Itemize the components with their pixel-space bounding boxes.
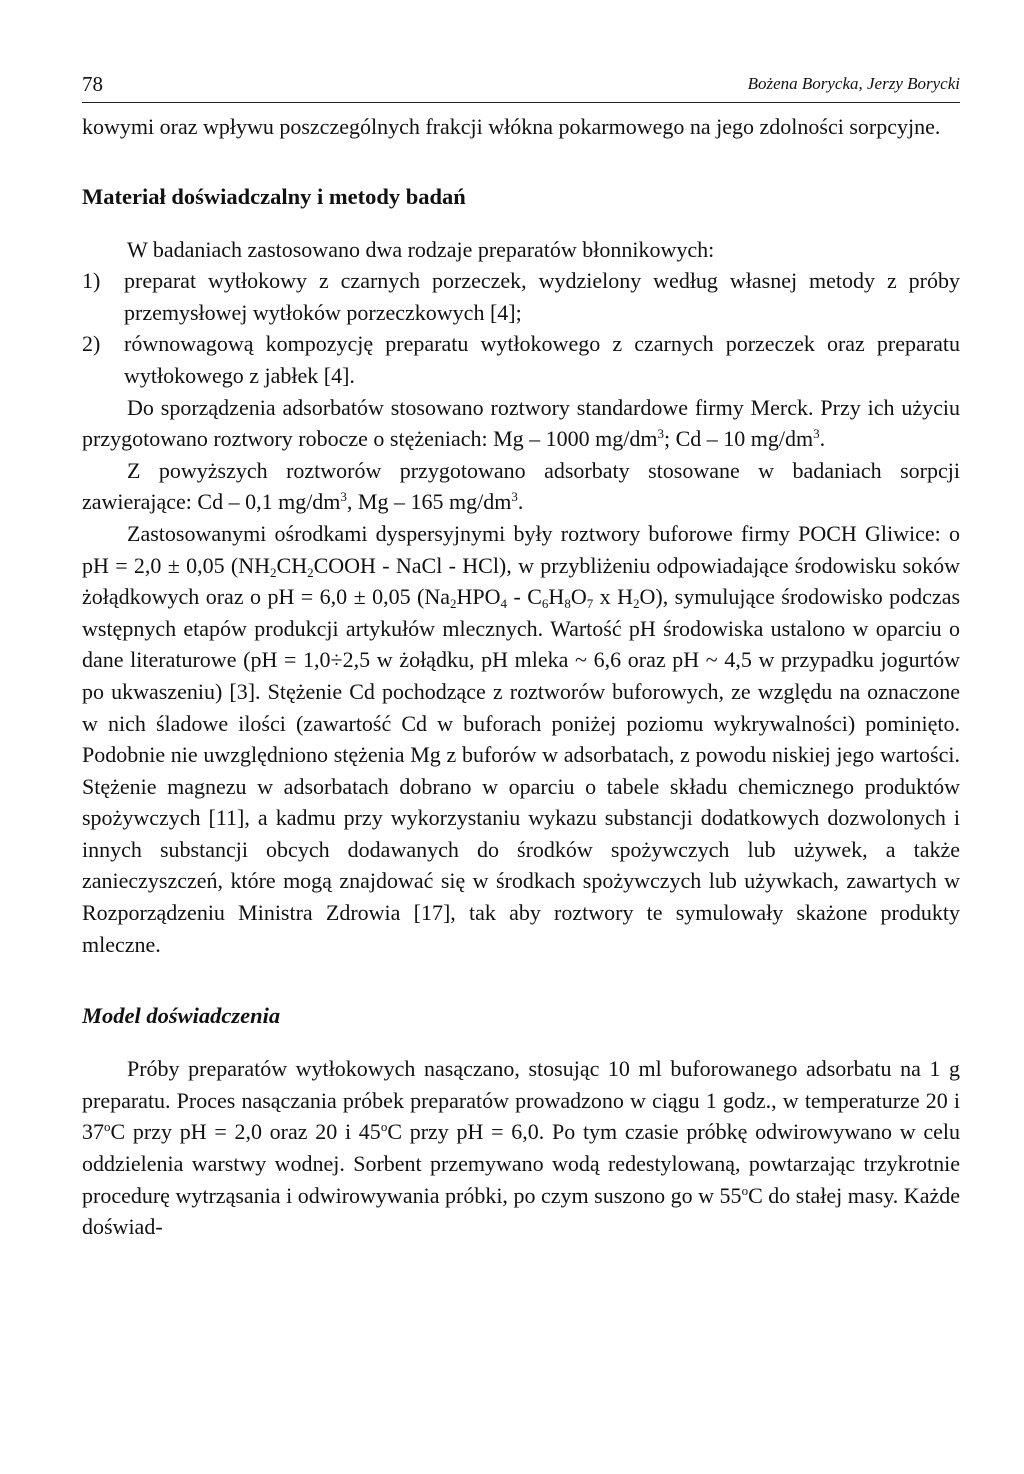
paragraph-standards: Do sporządzenia adsorbatów stosowano roztwory standardowe firmy Merck. Przy ich użyciu przygotowano roztwory robocze o stężeniach: Mg – 1000 $mg/dm^3$; Cd – 10 $mg/dm^3$. xyxy=(82,394,960,452)
page-number: 78 xyxy=(82,72,103,96)
preparations-list xyxy=(82,265,960,391)
paragraph-buffers: Zastosowanymi ośrodkami dyspersyjnymi były roztwory buforowe firmy POCH Gliwice: o pH = 2,0 ± 0,05 ($NH_2CH_2COOH$ - NaCl - HCl), w przybliżeniu odpowiadające środowisku soków żołądkowych oraz o pH = 6,0 ± 0,05 ($Na_2HPO_4 - C_6H_8O_7$ x $H_2O$), symulujące środowisko podczas wstępnych etapów produkcji artykułów mlecznych. Wartość pH środowiska ustalono w oparciu o dane literaturowe (pH = 1,0÷2,5 w żołądku, pH mleka ~ 6,6 oraz pH ~ 4,5 w przypadku jogurtów po ukwaszeniu) [3]. Stężenie Cd pochodzące z roztworów buforowych, ze względu na oznaczone w nich śladowe ilości (zawartość Cd w buforach poniżej poziomu wykrywalności) pominięto. Podobnie nie uwzględniono stężenia Mg z buforów w adsorbatach, z powodu niskiej jego wartości. Stężenie magnezu w adsorbatach dobrano w oparciu o tabele składu chemicznego produktów spożywczych [11], a kadmu przy wykorzystaniu wykazu substancji dodatkowych dozwolonych i innych substancji obcych dodawanych do środków spożywczych lub używek, a także zanieczyszczeń, które mogą znajdować się w środkach spożywczych lub używkach, zawartych w Rozporządzeniu Ministra Zdrowia [17], tak aby roztwory te symulowały skażone produkty mleczne. xyxy=(82,520,961,957)
intro-paragraph: kowymi oraz wpływu poszczególnych frakcji włókna pokarmowego na jego zdolności sorpcyjne. xyxy=(82,114,941,139)
list-item xyxy=(82,265,960,328)
running-header-authors: Bożena Borycka, Jerzy Borycki xyxy=(747,74,960,93)
document-page xyxy=(82,66,960,1243)
list-item xyxy=(82,328,960,391)
paragraph-experiment-model: Próby preparatów wytłokowych nasączano, stosując 10 ml buforowanego adsorbatu na 1 g preparatu. Proces nasączania próbek preparatów prowadzono w ciągu 1 godz., w temperaturze 20 i 37$^o$C przy pH = 2,0 oraz 20 i 45$^o$C przy pH = 6,0. Po tym czasie próbkę odwirowywano w celu oddzielenia warstwy wodnej. Sorbent przemywano wodą redestylowaną, powtarzając trzykrotnie procedurę wytrząsania i odwirowywania próbki, po czym suszono go w 55$^o$C do stałej masy. Każde doświad- xyxy=(82,1056,960,1240)
list-item-number: 1) xyxy=(82,268,101,294)
section-heading-model: Model doświadczenia xyxy=(82,1003,281,1029)
list-item-text: preparat wytłokowy z czarnych porzeczek, wydzielony według własnej metody z próby przemysłowej wytłoków porzeczkowych [4]; xyxy=(124,268,960,325)
section-heading-materials: Materiał doświadczalny i metody badań xyxy=(82,183,466,209)
list-item-number: 2) xyxy=(82,331,101,357)
paragraph-adsorbates: Z powyższych roztworów przygotowano adsorbaty stosowane w badaniach sorpcji zawierające: Cd – 0,1 $mg/dm^3$, Mg – 165 $mg/dm^3$. xyxy=(82,457,960,515)
list-item-text: równowagową kompozycję preparatu wytłokowego z czarnych porzeczek oraz preparatu wytłokowego z jabłek [4]. xyxy=(124,331,960,388)
running-header xyxy=(82,66,960,103)
document-body xyxy=(82,111,960,1243)
paragraph-preparations: W badaniach zastosowano dwa rodzaje preparatów błonnikowych: xyxy=(127,236,715,262)
